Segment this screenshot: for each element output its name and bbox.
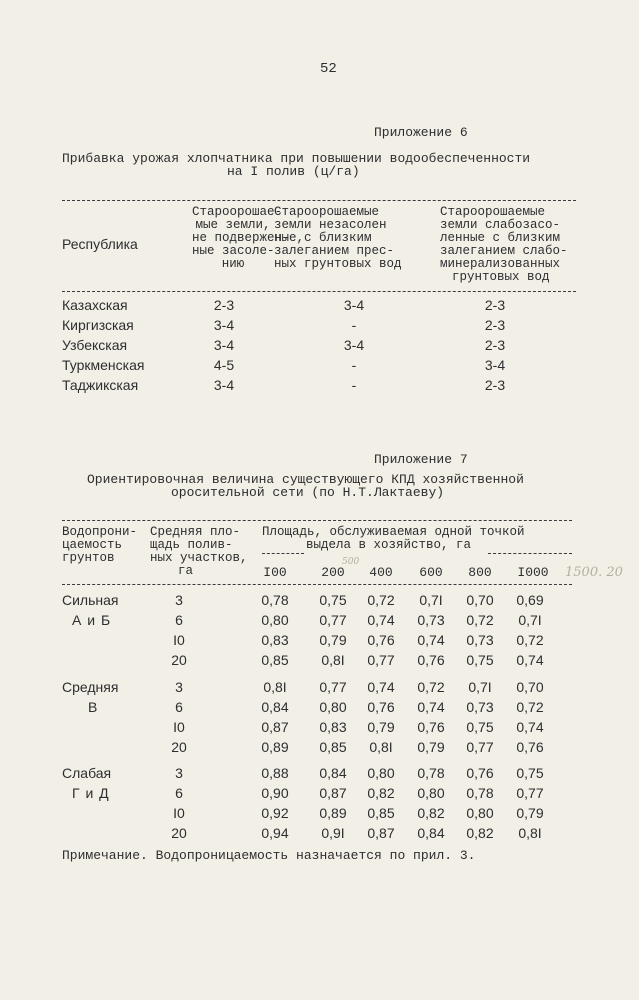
republic-name: Таджикская (62, 377, 139, 393)
efficiency-value: 0,72 (417, 679, 445, 695)
efficiency-value: 0,76 (466, 765, 494, 781)
plot-area-value: 3 (175, 592, 183, 608)
efficiency-value: 0,80 (466, 805, 494, 821)
area-header: 800 (468, 565, 492, 580)
group-name: Сильная (62, 592, 119, 608)
efficiency-value: 0,70 (466, 592, 494, 608)
efficiency-value: 0,78 (261, 592, 289, 608)
efficiency-value: 0,70 (516, 679, 544, 695)
efficiency-value: 0,80 (261, 612, 289, 628)
value-col3: 2-3 (484, 297, 506, 313)
efficiency-value: 0,90 (261, 785, 289, 801)
efficiency-value: 0,69 (516, 592, 544, 608)
plot-area-value: 6 (175, 699, 183, 715)
table7-note: Примечание. Водопроницаемость назначается по прил. 3. (62, 848, 476, 863)
pencil-note-1500: 1500. 20 (565, 565, 623, 580)
appendix7-title-line1: Ориентировочная величина существующего КПД хозяйственной (87, 472, 524, 487)
plot-area-value: I0 (173, 719, 185, 735)
appendix7-title-line2: оросительной сети (по Н.Т.Лактаеву) (171, 485, 445, 500)
efficiency-value: 0,84 (261, 699, 289, 715)
group-soil: Г и Д (72, 785, 110, 801)
plot-area-value: 20 (171, 652, 187, 668)
efficiency-value: 0,76 (367, 632, 395, 648)
value-col3: 2-3 (484, 377, 506, 393)
efficiency-value: 0,77 (466, 739, 494, 755)
efficiency-value: 0,78 (417, 765, 445, 781)
efficiency-value: 0,8I (369, 739, 393, 755)
efficiency-value: 0,85 (367, 805, 395, 821)
value-col3: 2-3 (484, 337, 506, 353)
value-col2: - (351, 377, 357, 393)
efficiency-value: 0,73 (417, 612, 445, 628)
efficiency-value: 0,74 (417, 699, 445, 715)
efficiency-value: 0,79 (417, 739, 445, 755)
efficiency-value: 0,9I (321, 825, 345, 841)
value-col1: 3-4 (213, 377, 235, 393)
efficiency-value: 0,77 (319, 612, 347, 628)
efficiency-value: 0,8I (518, 825, 542, 841)
plot-area-value: I0 (173, 632, 185, 648)
appendix6-title-line1: Прибавка урожая хлопчатника при повышении водообеспеченности (62, 151, 531, 166)
efficiency-value: 0,82 (417, 805, 445, 821)
value-col2: - (351, 317, 357, 333)
value-col1: 3-4 (213, 337, 235, 353)
efficiency-value: 0,89 (261, 739, 289, 755)
efficiency-value: 0,87 (319, 785, 347, 801)
efficiency-value: 0,83 (261, 632, 289, 648)
efficiency-value: 0,82 (466, 825, 494, 841)
efficiency-value: 0,7I (518, 612, 542, 628)
value-col1: 3-4 (213, 317, 235, 333)
table7-header-area-title-line1: Площадь, обслуживаемая одной точкой (262, 525, 525, 539)
efficiency-value: 0,72 (367, 592, 395, 608)
efficiency-value: 0,77 (367, 652, 395, 668)
table7-subheader-rule-right (488, 553, 572, 554)
efficiency-value: 0,85 (319, 739, 347, 755)
appendix6-title-line2: на I полив (ц/га) (227, 164, 360, 179)
efficiency-value: 0,76 (367, 699, 395, 715)
efficiency-value: 0,92 (261, 805, 289, 821)
table7-header-permeability: Водопрони- цаемость грунтов (62, 525, 138, 565)
area-header: I00 (263, 565, 287, 580)
efficiency-value: 0,72 (516, 699, 544, 715)
efficiency-value: 0,7I (419, 592, 443, 608)
efficiency-value: 0,75 (516, 765, 544, 781)
table7-subheader-rule-left (262, 553, 304, 554)
efficiency-value: 0,85 (261, 652, 289, 668)
group-soil: В (88, 699, 98, 715)
appendix6-label: Приложение 6 (374, 125, 468, 140)
efficiency-value: 0,72 (466, 612, 494, 628)
efficiency-value: 0,77 (319, 679, 347, 695)
efficiency-value: 0,78 (466, 785, 494, 801)
republic-name: Туркменская (62, 357, 145, 373)
plot-area-value: 6 (175, 612, 183, 628)
efficiency-value: 0,8I (321, 652, 345, 668)
efficiency-value: 0,74 (417, 632, 445, 648)
pencil-note-500: 500 (342, 557, 360, 567)
efficiency-value: 0,79 (319, 632, 347, 648)
table6-header-col2: Староорошаемые земли незасолен ные,с близким залеганием прес- ных грунтовых вод (274, 205, 402, 271)
area-header: 200 (321, 565, 345, 580)
plot-area-value: 6 (175, 785, 183, 801)
value-col2: - (351, 357, 357, 373)
efficiency-value: 0,87 (367, 825, 395, 841)
republic-name: Казахская (62, 297, 128, 313)
table7-header-rule (62, 584, 572, 585)
area-header: 600 (419, 565, 443, 580)
efficiency-value: 0,84 (319, 765, 347, 781)
efficiency-value: 0,89 (319, 805, 347, 821)
efficiency-value: 0,83 (319, 719, 347, 735)
value-col2: 3-4 (343, 337, 365, 353)
efficiency-value: 0,80 (319, 699, 347, 715)
efficiency-value: 0,74 (516, 719, 544, 735)
table6-header-republic: Республика (62, 236, 138, 252)
table7-header-avg-area: Средняя пло- щадь полив- ных участков, га (150, 525, 248, 578)
efficiency-value: 0,79 (516, 805, 544, 821)
republic-name: Узбекская (62, 337, 128, 353)
plot-area-value: 20 (171, 739, 187, 755)
value-col3: 3-4 (484, 357, 506, 373)
table7-top-rule (62, 520, 572, 521)
value-col1: 4-5 (213, 357, 235, 373)
table6-top-rule (62, 200, 576, 201)
efficiency-value: 0,80 (367, 765, 395, 781)
efficiency-value: 0,84 (417, 825, 445, 841)
efficiency-value: 0,76 (417, 719, 445, 735)
area-header: I000 (517, 565, 549, 580)
table7-header-area-title-line2: выдела в хозяйство, га (306, 538, 472, 552)
plot-area-value: 3 (175, 679, 183, 695)
value-col1: 2-3 (213, 297, 235, 313)
efficiency-value: 0,75 (466, 652, 494, 668)
efficiency-value: 0,74 (516, 652, 544, 668)
efficiency-value: 0,88 (261, 765, 289, 781)
efficiency-value: 0,72 (516, 632, 544, 648)
republic-name: Киргизская (62, 317, 134, 333)
efficiency-value: 0,74 (367, 612, 395, 628)
group-name: Слабая (62, 765, 112, 781)
efficiency-value: 0,77 (516, 785, 544, 801)
efficiency-value: 0,74 (367, 679, 395, 695)
area-header: 400 (369, 565, 393, 580)
efficiency-value: 0,79 (367, 719, 395, 735)
page-number: 52 (320, 61, 337, 77)
efficiency-value: 0,76 (417, 652, 445, 668)
group-soil: А и Б (72, 612, 112, 628)
value-col2: 3-4 (343, 297, 365, 313)
efficiency-value: 0,75 (319, 592, 347, 608)
efficiency-value: 0,82 (367, 785, 395, 801)
efficiency-value: 0,8I (263, 679, 287, 695)
plot-area-value: I0 (173, 805, 185, 821)
efficiency-value: 0,76 (516, 739, 544, 755)
efficiency-value: 0,94 (261, 825, 289, 841)
plot-area-value: 20 (171, 825, 187, 841)
plot-area-value: 3 (175, 765, 183, 781)
value-col3: 2-3 (484, 317, 506, 333)
efficiency-value: 0,7I (468, 679, 492, 695)
efficiency-value: 0,73 (466, 632, 494, 648)
efficiency-value: 0,75 (466, 719, 494, 735)
efficiency-value: 0,87 (261, 719, 289, 735)
appendix7-label: Приложение 7 (374, 452, 468, 467)
efficiency-value: 0,73 (466, 699, 494, 715)
group-name: Средняя (62, 679, 119, 695)
table6-header-rule (62, 291, 576, 292)
table6-header-col1: Староорошае- мые земли, не подвержен- ные засоле- нию (192, 205, 290, 271)
table6-header-col3: Староорошаемые земли слабозасо- ленные с близким залеганием слабо- минерализованных грунтовых вод (440, 205, 568, 284)
efficiency-value: 0,80 (417, 785, 445, 801)
